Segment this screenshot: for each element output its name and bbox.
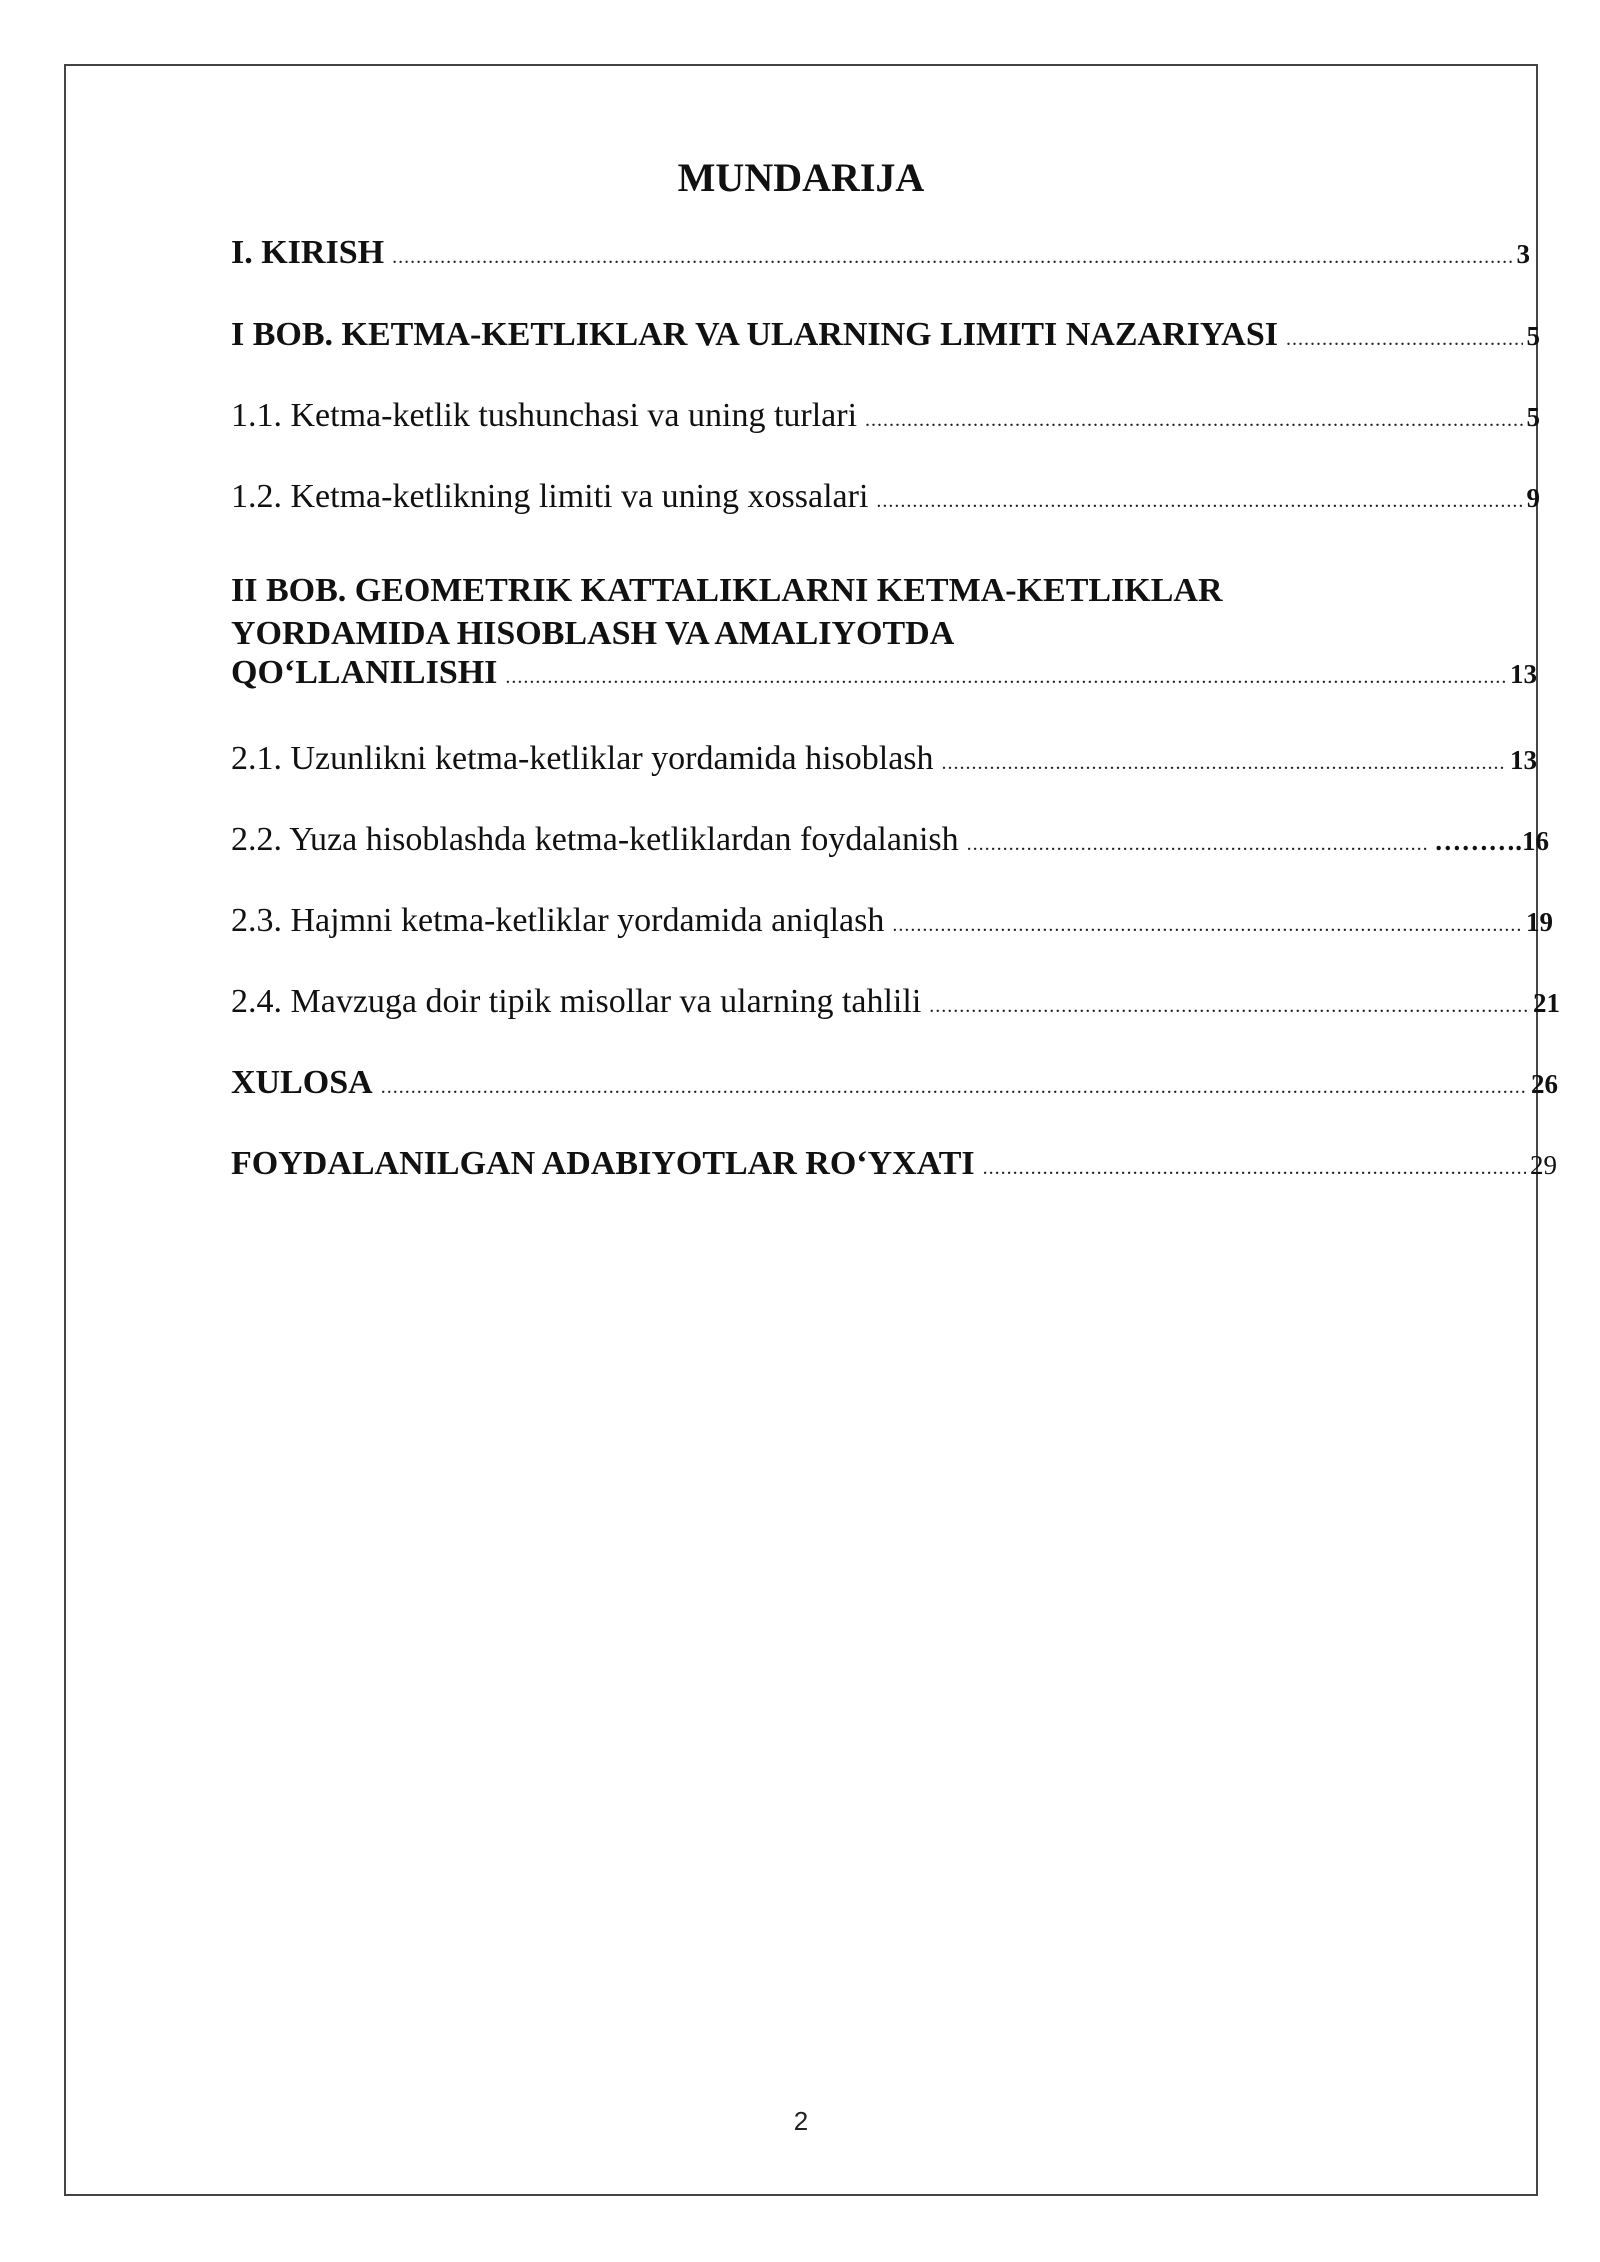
dot-leader [1286,328,1523,351]
page-number: 2 [793,2106,809,2136]
toc-entry-label: QO‘LLANILISHI [231,654,498,691]
dot-leader [392,246,1512,269]
toc-entry-page: 29 [1530,1150,1557,1180]
toc-entry-label: 1.2. Ketma-ketlikning limiti va uning xossalari [231,478,869,515]
toc-entry-chapter-1[interactable] [231,316,1540,354]
toc-entry-2-1[interactable] [231,740,1537,778]
toc-entry-label: XULOSA [231,1064,373,1101]
toc-entry-page: 5 [1526,321,1540,351]
toc-entry-2-2[interactable] [231,821,1549,859]
toc-entry-label: 1.1. Ketma-ketlik tushunchasi va uning turlari [231,397,858,434]
toc-entry-label: I. KIRISH [231,234,385,271]
toc-entry-page: 5 [1526,402,1540,432]
toc-entry-label: I BOB. KETMA-KETLIKLAR VA ULARNING LIMITI NAZARIYASI [231,316,1278,353]
toc-entry-references[interactable] [231,1145,1557,1183]
toc-entry-label: 2.3. Hajmni ketma-ketliklar yordamida aniqlash [231,902,885,939]
dot-leader [983,1157,1526,1180]
toc-entry-page: 3 [1516,239,1530,269]
dot-leader [865,409,1522,432]
toc-entry-2-3[interactable] [231,902,1553,940]
toc-entry-kirish[interactable] [231,234,1530,272]
toc-entry-chapter-2[interactable] [231,654,1537,692]
dot-leader [876,490,1522,513]
toc-entry-page: 21 [1533,988,1560,1018]
toc-entry-label: FOYDALANILGAN ADABIYOTLAR RO‘YXATI [231,1145,975,1182]
toc-entry-page: 13 [1510,659,1537,689]
toc-entry-page: 19 [1526,907,1553,937]
toc-entry-page: 26 [1531,1069,1558,1099]
dot-leader [892,914,1522,937]
toc-entry-1-1[interactable] [231,397,1540,435]
dot-leader [967,833,1431,856]
dot-leader [381,1076,1527,1099]
document-page [64,64,1560,2196]
dot-leader [942,752,1506,775]
toc-entry-page: 13 [1510,745,1537,775]
toc-entry-1-2[interactable] [231,478,1540,516]
toc-entry-xulosa[interactable] [231,1064,1558,1102]
dot-leader [505,666,1506,689]
toc-entry-chapter-2-line-2[interactable]: YORDAMIDA HISOBLASH VA AMALIYOTDA [231,615,955,652]
toc-entry-page: 9 [1526,483,1540,513]
toc-entry-label: 2.1. Uzunlikni ketma-ketliklar yordamida hisoblash [231,740,934,777]
dot-leader [929,995,1529,1018]
toc-entry-2-4[interactable] [231,983,1560,1021]
toc-title: MUNDARIJA [677,155,925,200]
toc-entry-label: 2.4. Mavzuga doir tipik misollar va ularning tahlili [231,983,922,1020]
toc-entry-label: 2.2. Yuza hisoblashda ketma-ketliklardan foydalanish [231,821,959,858]
toc-entry-chapter-2-line-1[interactable]: II BOB. GEOMETRIK KATTALIKLARNI KETMA-KETLIKLAR [231,572,1223,609]
toc-entry-page: ……….16 [1434,826,1549,856]
